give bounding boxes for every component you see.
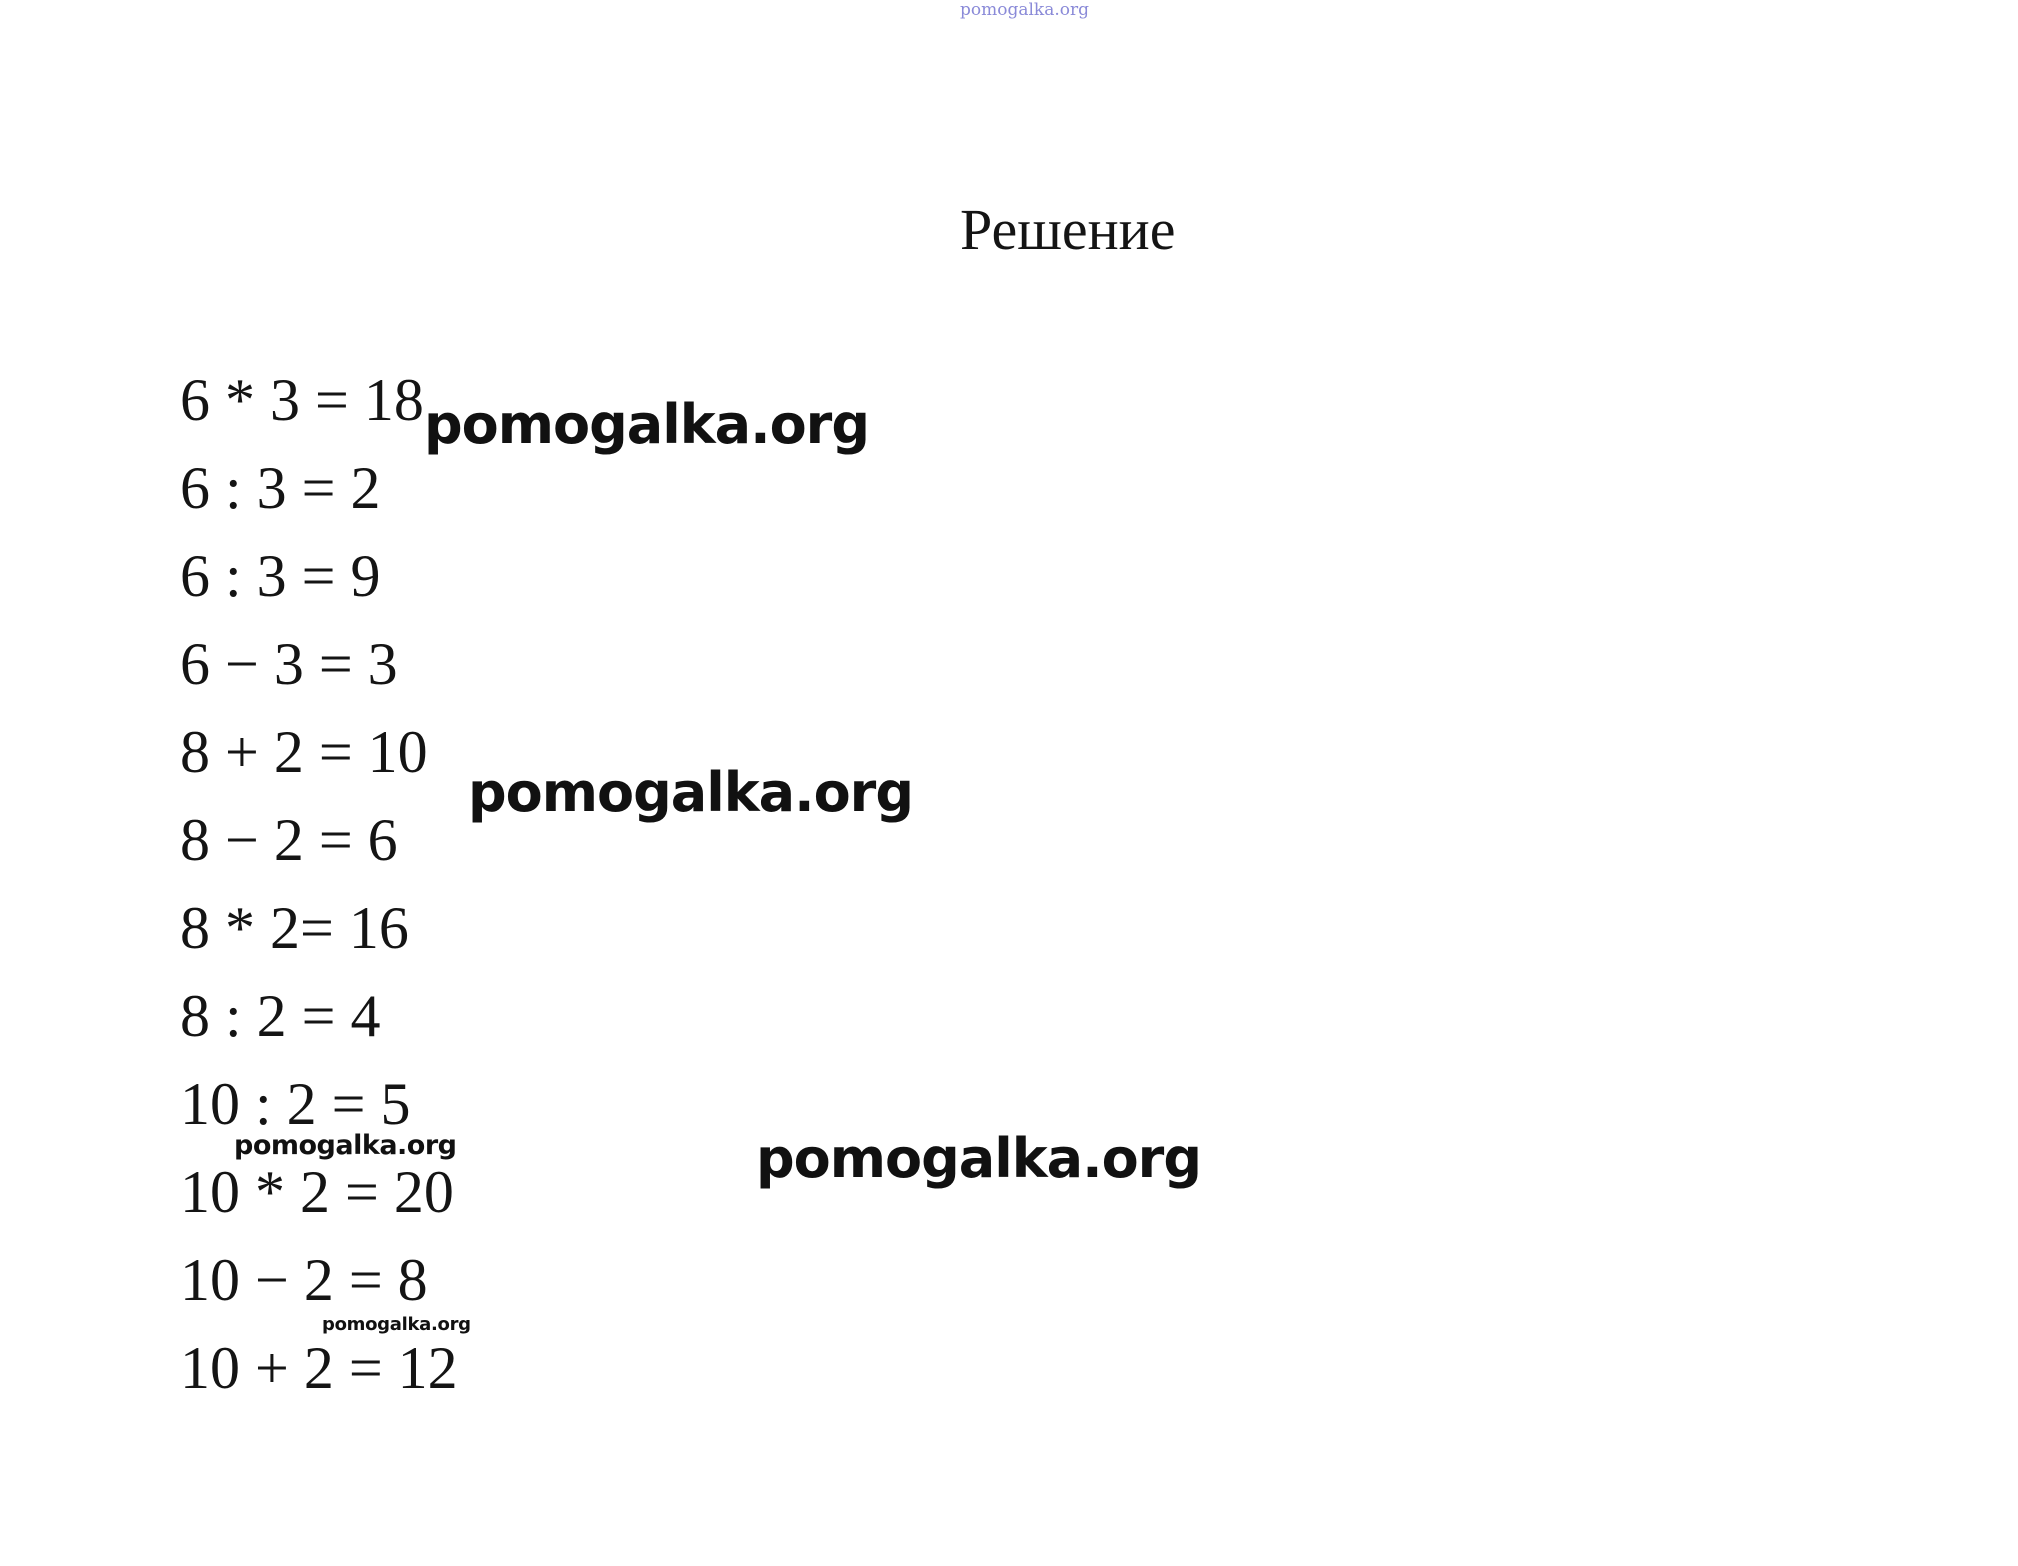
equation-line: 6 : 3 = 9 — [180, 543, 381, 609]
equation-line: 10 : 2 = 5 — [180, 1071, 411, 1137]
equation-line: 8 + 2 = 10 — [180, 719, 428, 785]
equation-line: 6 * 3 = 18 — [180, 367, 424, 433]
equation-line: 8 : 2 = 4 — [180, 983, 381, 1049]
watermark-text: pomogalka.org — [756, 1127, 1201, 1190]
watermark-text: pomogalka.org — [234, 1130, 457, 1161]
equation-line: 6 − 3 = 3 — [180, 631, 398, 697]
equation-line: 8 − 2 = 6 — [180, 807, 398, 873]
equation-line: 6 : 3 = 2 — [180, 455, 381, 521]
equation-line: 10 − 2 = 8 — [180, 1247, 428, 1313]
watermark-text: pomogalka.org — [468, 761, 913, 824]
page-title: Решение — [960, 197, 1176, 262]
watermark-text: pomogalka.org — [424, 393, 869, 456]
equation-line: 8 * 2= 16 — [180, 895, 409, 961]
equation-line: 10 + 2 = 12 — [180, 1335, 458, 1401]
equation-line: 10 * 2 = 20 — [180, 1159, 454, 1225]
header-site-link[interactable]: pomogalka.org — [960, 0, 1090, 20]
watermark-text: pomogalka.org — [322, 1314, 471, 1335]
